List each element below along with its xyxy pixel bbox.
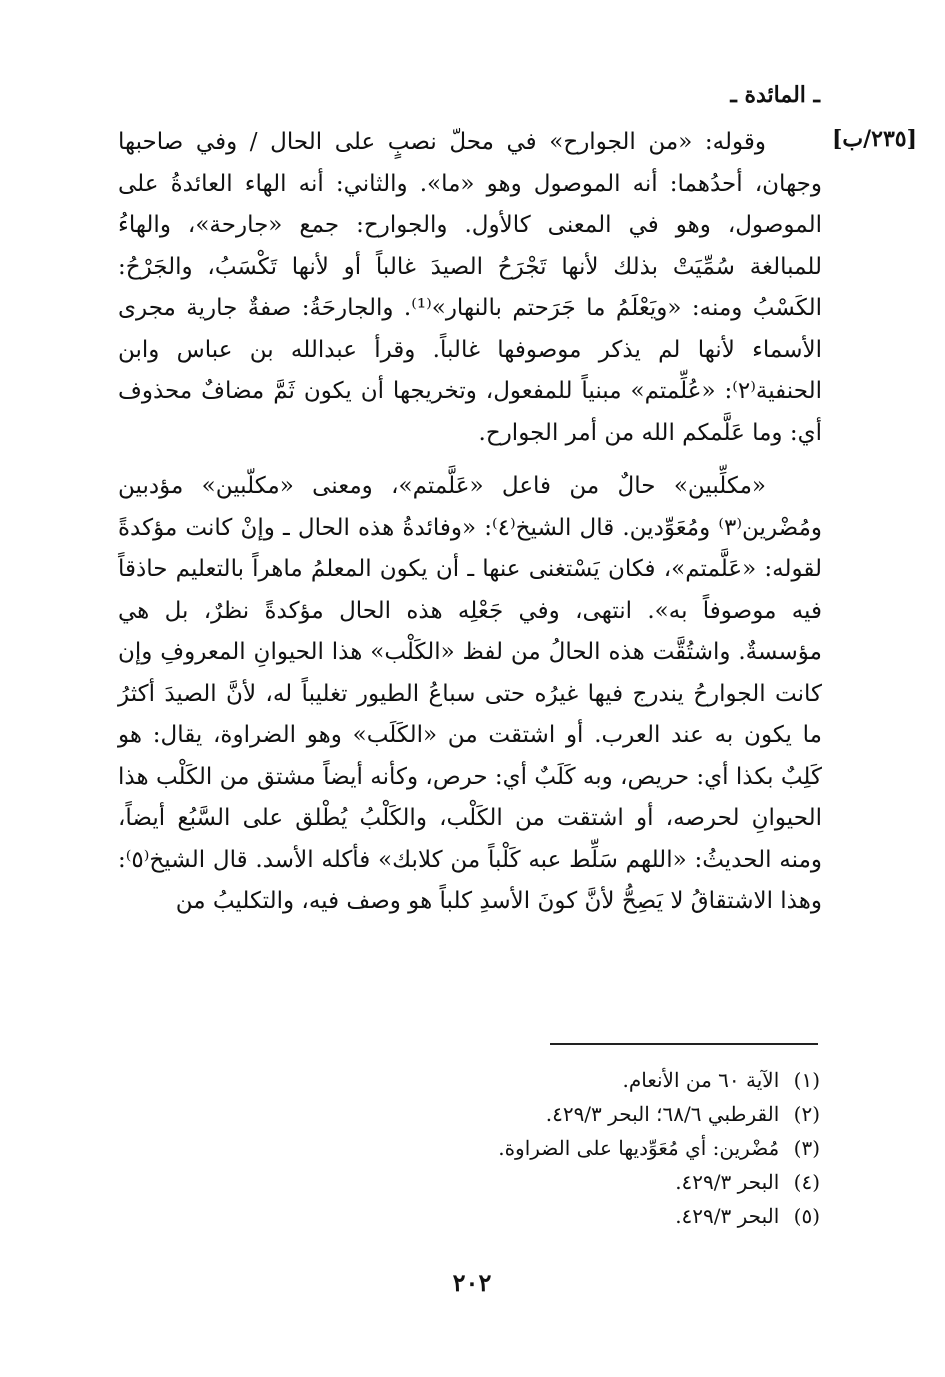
footnote-text: مُضْرين: أي مُعَوِّديها على الضراوة. [498, 1136, 780, 1160]
footnote-item [400, 1063, 820, 1097]
footnote-number: (٤) [793, 1170, 820, 1194]
footnote-text: البحر ٤٢٩/٣. [675, 1170, 780, 1194]
body-paragraph-1: وقوله: «من الجوارح» في محلّ نصبٍ على الحال / وفي صاحبها وجهان، أحدُهما: أنه الموصول وهو «ما». والثاني: أنه الهاء العائدةُ على الموصول، وهو في المعنى كالأول. والجوارح: جمع «جارحة»، والهاءُ للمبالغة سُمِّيَتْ بذلك لأنها تَجْرَحُ الصيدَ غالباً أو لأنها تَكْسَبُ، والجَرْحُ: الكَسْبُ ومنه: «ويَعْلَمُ ما جَرَحتم بالنهار»⁽¹⁾. والجارحَةُ: صفةٌ جارية مجرى الأسماء لأنها لم يذكر موصوفها غالباً. وقرأ عبدالله بن عباس وابن الحنفية⁽٢⁾: «عُلِّمتم» مبنياً للمفعول، وتخريجها أن يكون ثَمَّ مضافٌ محذوف أي: وما عَلَّمكم الله من أمر الجوارح. [118, 129, 822, 446]
footnote-number: (١) [793, 1068, 820, 1092]
footnote-item [400, 1199, 820, 1233]
footnote-number: (٢) [793, 1102, 820, 1126]
body-paragraph-2: «مكلِّبين» حالٌ من فاعل «عَلَّمتم»، ومعنى «مكلّبين» مؤدبين ومُضْرين⁽٣⁾ ومُعَوِّدين. قال الشيخ⁽٤⁾: «وفائدةُ هذه الحال ـ وإنْ كانت مؤكدةً لقوله: «عَلَّمتم»، فكان يَسْتغنى عنها ـ أن يكون المعلمُ ماهراً بالتعليم حاذقاً فيه موصوفاً به». انتهى، وفي جَعْلِه هذه الحال مؤكدةً نظرٌ، بل هي مؤسسةٌ. واشتُقَّت هذه الحالُ من لفظ «الكَلْب» هذا الحيوانِ المعروفِ وإن كانت الجوارحُ يندرج فيها غيرُه حتى سباعُ الطيور تغليباً له، لأنَّ الصيدَ أكثرُ ما يكون به عند العرب. أو اشتقت من «الكَلَب» وهو الضراوة، يقال: هو كَلِبٌ بكذا أي: حريص، وبه كَلَبٌ أي: حرص، وكأنه أيضاً مشتق من الكَلْب هذا الحيوانِ لحرصه، أو اشتقت من الكَلْب، والكَلْبُ يُطْلق على السَّبُع أيضاً، ومنه الحديثُ: «اللهم سَلِّط عبه كَلْباً من كلابك» فأكله الأسد. قال الشيخ⁽٥⁾: وهذا الاشتقاقُ لا يَصِحُّ لأنَّ كونَ الأسدِ كلباً هو وصف فيه، والتكليبُ من [118, 473, 823, 914]
main-text-block [118, 122, 822, 923]
footnote-number: (٥) [793, 1204, 820, 1228]
running-header: ـ المائدة ـ [730, 82, 820, 108]
footnote-text: القرطبي ٦٨/٦؛ البحر ٤٢٩/٣. [545, 1102, 780, 1126]
manuscript-folio-reference: [٢٣٥/ب] [831, 126, 917, 152]
footnote-item [400, 1131, 820, 1165]
footnote-text: البحر ٤٢٩/٣. [675, 1204, 780, 1228]
footnotes-list [400, 1063, 820, 1233]
footnote-separator [550, 1043, 818, 1045]
footnote-number: (٣) [793, 1136, 820, 1160]
footnote-item [400, 1165, 820, 1199]
footnote-text: الآية ٦٠ من الأنعام. [622, 1068, 780, 1092]
footnote-item [400, 1097, 820, 1131]
page-number: ٢٠٢ [452, 1268, 492, 1297]
